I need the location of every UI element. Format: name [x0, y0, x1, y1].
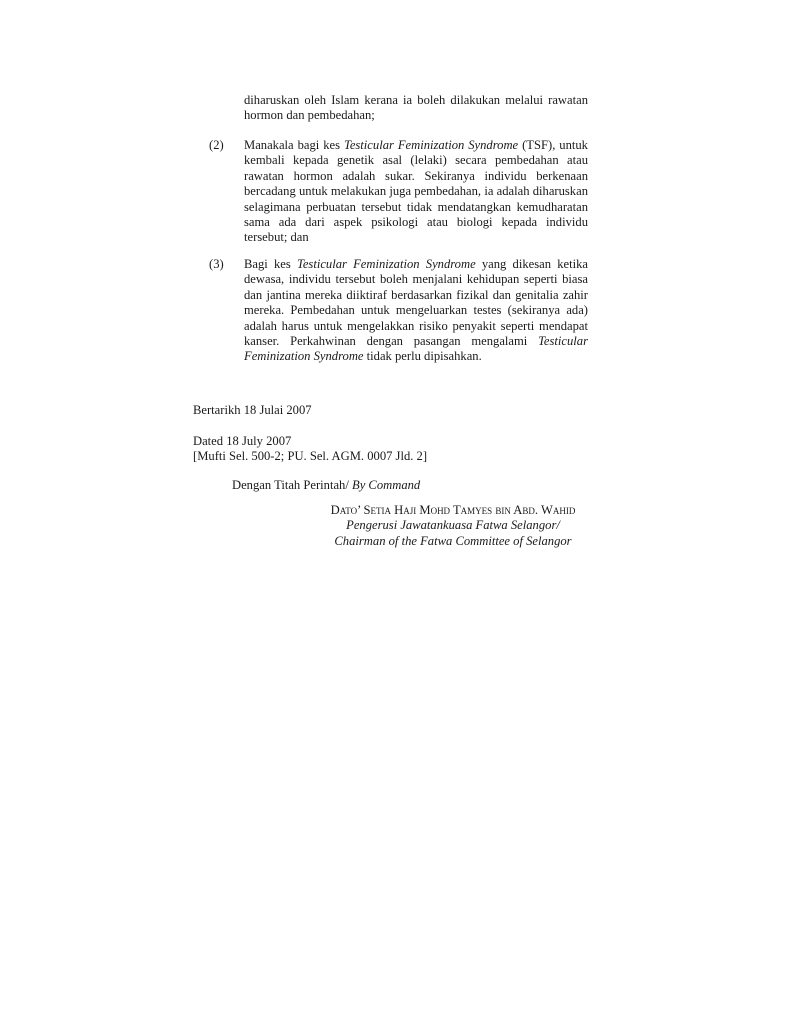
- command-malay: Dengan Titah Perintah/: [232, 478, 352, 492]
- clause-text-start: Manakala bagi kes: [244, 138, 344, 152]
- signatory-title-english: Chairman of the Fatwa Committee of Selangor: [334, 533, 572, 548]
- syndrome-term: Testicular Feminization Syndrome: [343, 138, 519, 152]
- clause-text-rest: (TSF), untuk kembali kepada genetik asal (lelaki) secara pembedahan atau rawatan hormon adalah sukar. Sekiranya individu berkenaan bercadang untuk melakukan juga pembedahan, ia adalah diharuskan selagimana perbuatan tersebut tidak mendatangkan kemudharatan sama ada dari aspek psikologi atau biologi kepada individu tersebut; dan: [244, 138, 588, 245]
- clause-text-start: Bagi kes: [244, 257, 297, 271]
- continuation-paragraph: diharuskan oleh Islam kerana ia boleh dilakukan melalui rawatan hormon dan pembedahan;: [244, 93, 588, 123]
- command-line: [232, 478, 420, 493]
- clause-text-rest: tidak perlu dipisahkan.: [363, 349, 482, 364]
- signatory-name: Dato’ Setia Haji Mohd Tamyes bin Abd. Wahid: [330, 503, 576, 517]
- syndrome-term: Testicular Feminization Syndrome: [244, 334, 588, 364]
- clause-number: (2): [209, 138, 224, 152]
- clause-number: (3): [209, 257, 224, 271]
- syndrome-term: Testicular Feminization Syndrome: [296, 257, 476, 271]
- reference-number: [Mufti Sel. 500-2; PU. Sel. AGM. 0007 Jld. 2]: [193, 449, 428, 463]
- date-english: Dated 18 July 2007: [193, 434, 292, 448]
- date-malay: Bertarikh 18 Julai 2007: [193, 403, 312, 417]
- clause-text: [244, 257, 588, 365]
- clause-text-middle: yang dikesan ketika dewasa, individu tersebut boleh menjalani kehidupan seperti biasa dan jantina mereka diiktiraf berdasarkan fizikal dan genitalia zahir mereka. Pembedahan untuk mengeluarkan testes (sekiranya ada) adalah harus untuk mengelakkan risiko penyakit seperti mendapat kanser. Perkahwinan dengan pasangan mengalami: [244, 257, 588, 349]
- clause-3: [209, 257, 588, 365]
- clause-text: [244, 138, 588, 246]
- signature-block: [300, 503, 606, 549]
- clause-2: [209, 138, 588, 246]
- signatory-title-malay: Pengerusi Jawatankuasa Fatwa Selangor/: [346, 518, 560, 533]
- command-english: By Command: [352, 478, 421, 492]
